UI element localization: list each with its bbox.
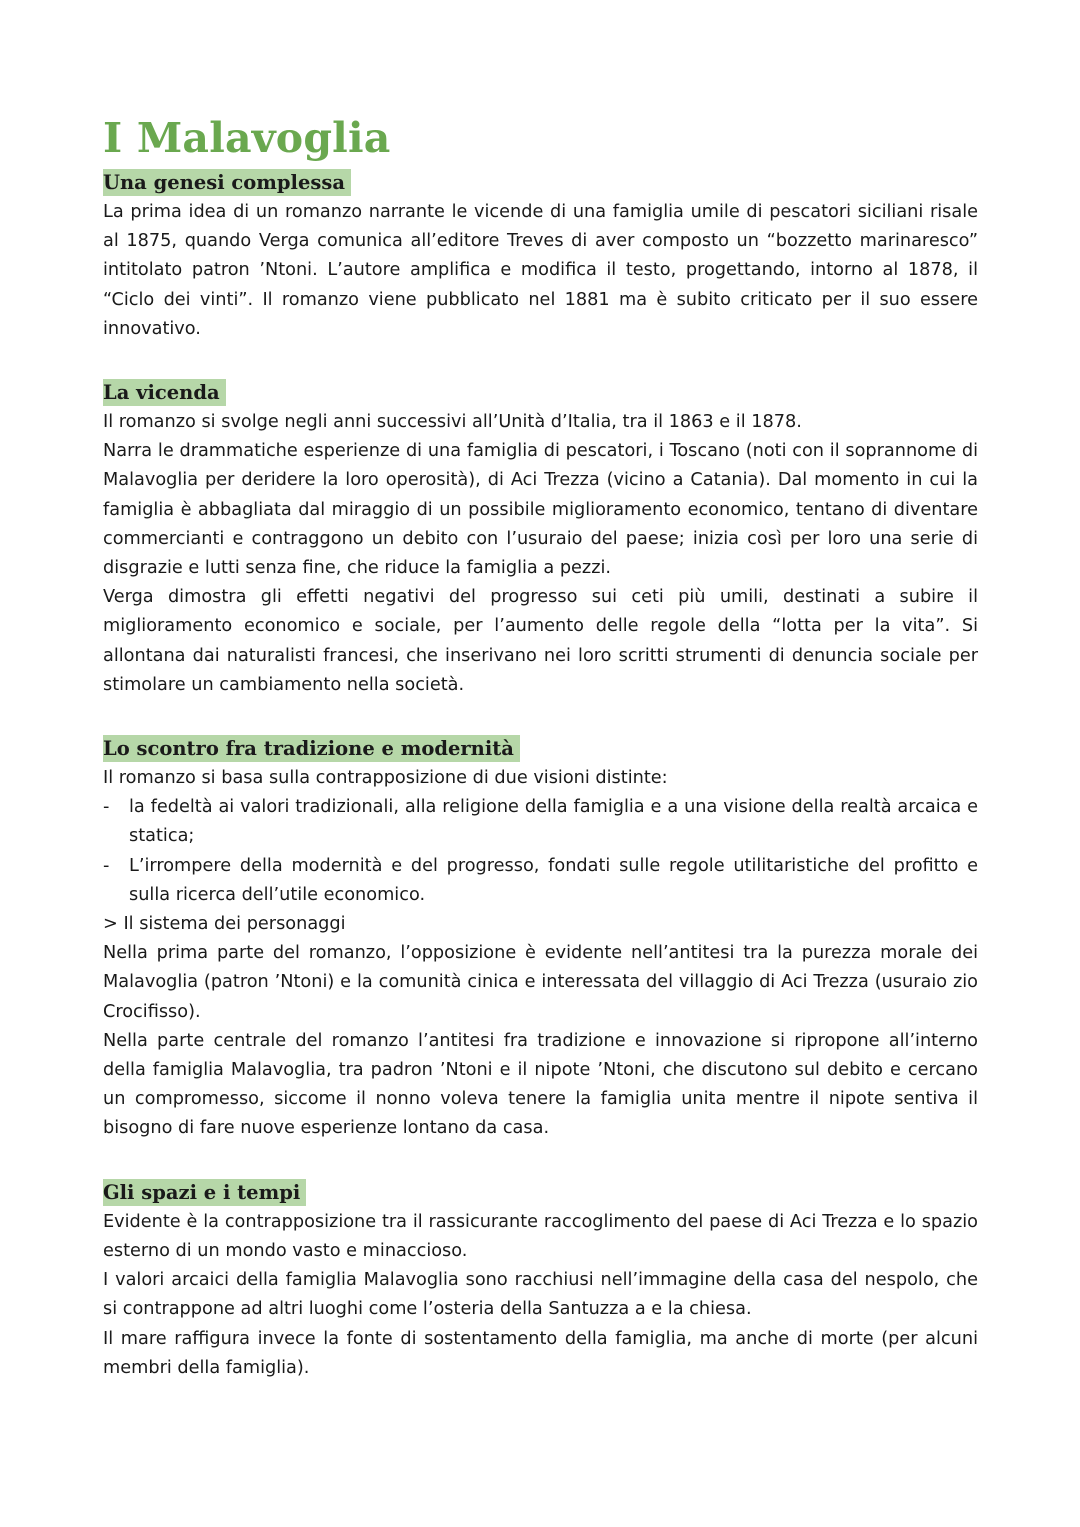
list-item — [103, 852, 978, 910]
document-title: I Malavoglia — [103, 114, 391, 162]
section-heading: La vicenda — [103, 379, 226, 406]
section-scontro — [103, 730, 978, 1144]
list-item-text: L’irrompere della modernità e del progresso, fondati sulle regole utilitaristiche del profitto e sulla ricerca dell’utile economico. — [129, 855, 978, 905]
bullet-list — [103, 793, 978, 910]
dash-bullet: - — [103, 797, 110, 818]
section-genesi — [103, 164, 978, 344]
section-spazi-tempi — [103, 1174, 978, 1383]
list-item-text: la fedeltà ai valori tradizionali, alla religione della famiglia e a una visione della realtà arcaica e statica; — [129, 797, 978, 847]
paragraph: Nella parte centrale del romanzo l’antitesi fra tradizione e innovazione si ripropone all’interno della famiglia Malavoglia, tra padron ’Ntoni e il nipote ’Ntoni, che discutono sul debito e cercano un compromesso, siccome il nonno voleva tenere la famiglia unita mentre il nipote sentiva il bisogno di fare nuove esperienze lontano da casa. — [103, 1030, 978, 1139]
paragraph: Narra le drammatiche esperienze di una famiglia di pescatori, i Toscano (noti con il soprannome di Malavoglia per deridere la loro operosità), di Aci Trezza (vicino a Catania). Dal momento in cui la famiglia è abbagliata dal miraggio di un possibile miglioramento economico, tentano di diventare commercianti e contraggono un debito con l’usuraio del paese; inizia così per loro una serie di disgrazie e lutti senza fine, che riduce la famiglia a pezzi. — [103, 441, 978, 579]
paragraph: La prima idea di un romanzo narrante le vicende di una famiglia umile di pescatori siciliani risale al 1875, quando Verga comunica all’editore Treves di aver composto un “bozzetto marinaresco” intitolato patron ’Ntoni. L’autore amplifica e modifica il testo, progettando, intorno al 1878, il “Ciclo dei vinti”. Il romanzo viene pubblicato nel 1881 ma è subito criticato per il suo essere innovativo. — [103, 202, 978, 339]
list-item — [103, 793, 978, 851]
section-heading: Una genesi complessa — [103, 169, 351, 196]
paragraph: Evidente è la contrapposizione tra il rassicurante raccoglimento del paese di Aci Trezza e lo spazio esterno di un mondo vasto e minaccioso. — [103, 1211, 978, 1261]
paragraph: Verga dimostra gli effetti negativi del progresso sui ceti più umili, destinati a subire il miglioramento economico e sociale, per l’aumento delle regole della “lotta per la vita”. Si allontana dai naturalisti francesi, che inserivano nei loro scritti strumenti di denuncia sociale per stimolare un cambiamento nella società. — [103, 587, 978, 695]
section-heading: Lo scontro fra tradizione e modernità — [103, 735, 520, 762]
section-vicenda — [103, 374, 978, 700]
paragraph: I valori arcaici della famiglia Malavoglia sono racchiusi nell’immagine della casa del nespolo, che si contrappone ad altri luoghi come l’osteria della Santuzza a e la chiesa. — [103, 1270, 978, 1320]
paragraph: Il romanzo si svolge negli anni successivi all’Unità d’Italia, tra il 1863 e il 1878. — [103, 412, 802, 433]
paragraph: Il mare raffigura invece la fonte di sostentamento della famiglia, ma anche di morte (per alcuni membri della famiglia). — [103, 1328, 978, 1378]
document-page — [103, 112, 978, 1383]
subheading: > Il sistema dei personaggi — [103, 914, 346, 935]
paragraph: Nella prima parte del romanzo, l’opposizione è evidente nell’antitesi tra la purezza morale dei Malavoglia (patron ’Ntoni) e la comunità cinica e interessata del villaggio di Aci Trezza (usuraio zio Crocifisso). — [103, 943, 978, 1022]
section-heading: Gli spazi e i tempi — [103, 1179, 306, 1206]
dash-bullet: - — [103, 855, 110, 876]
paragraph: Il romanzo si basa sulla contrapposizione di due visioni distinte: — [103, 768, 668, 789]
